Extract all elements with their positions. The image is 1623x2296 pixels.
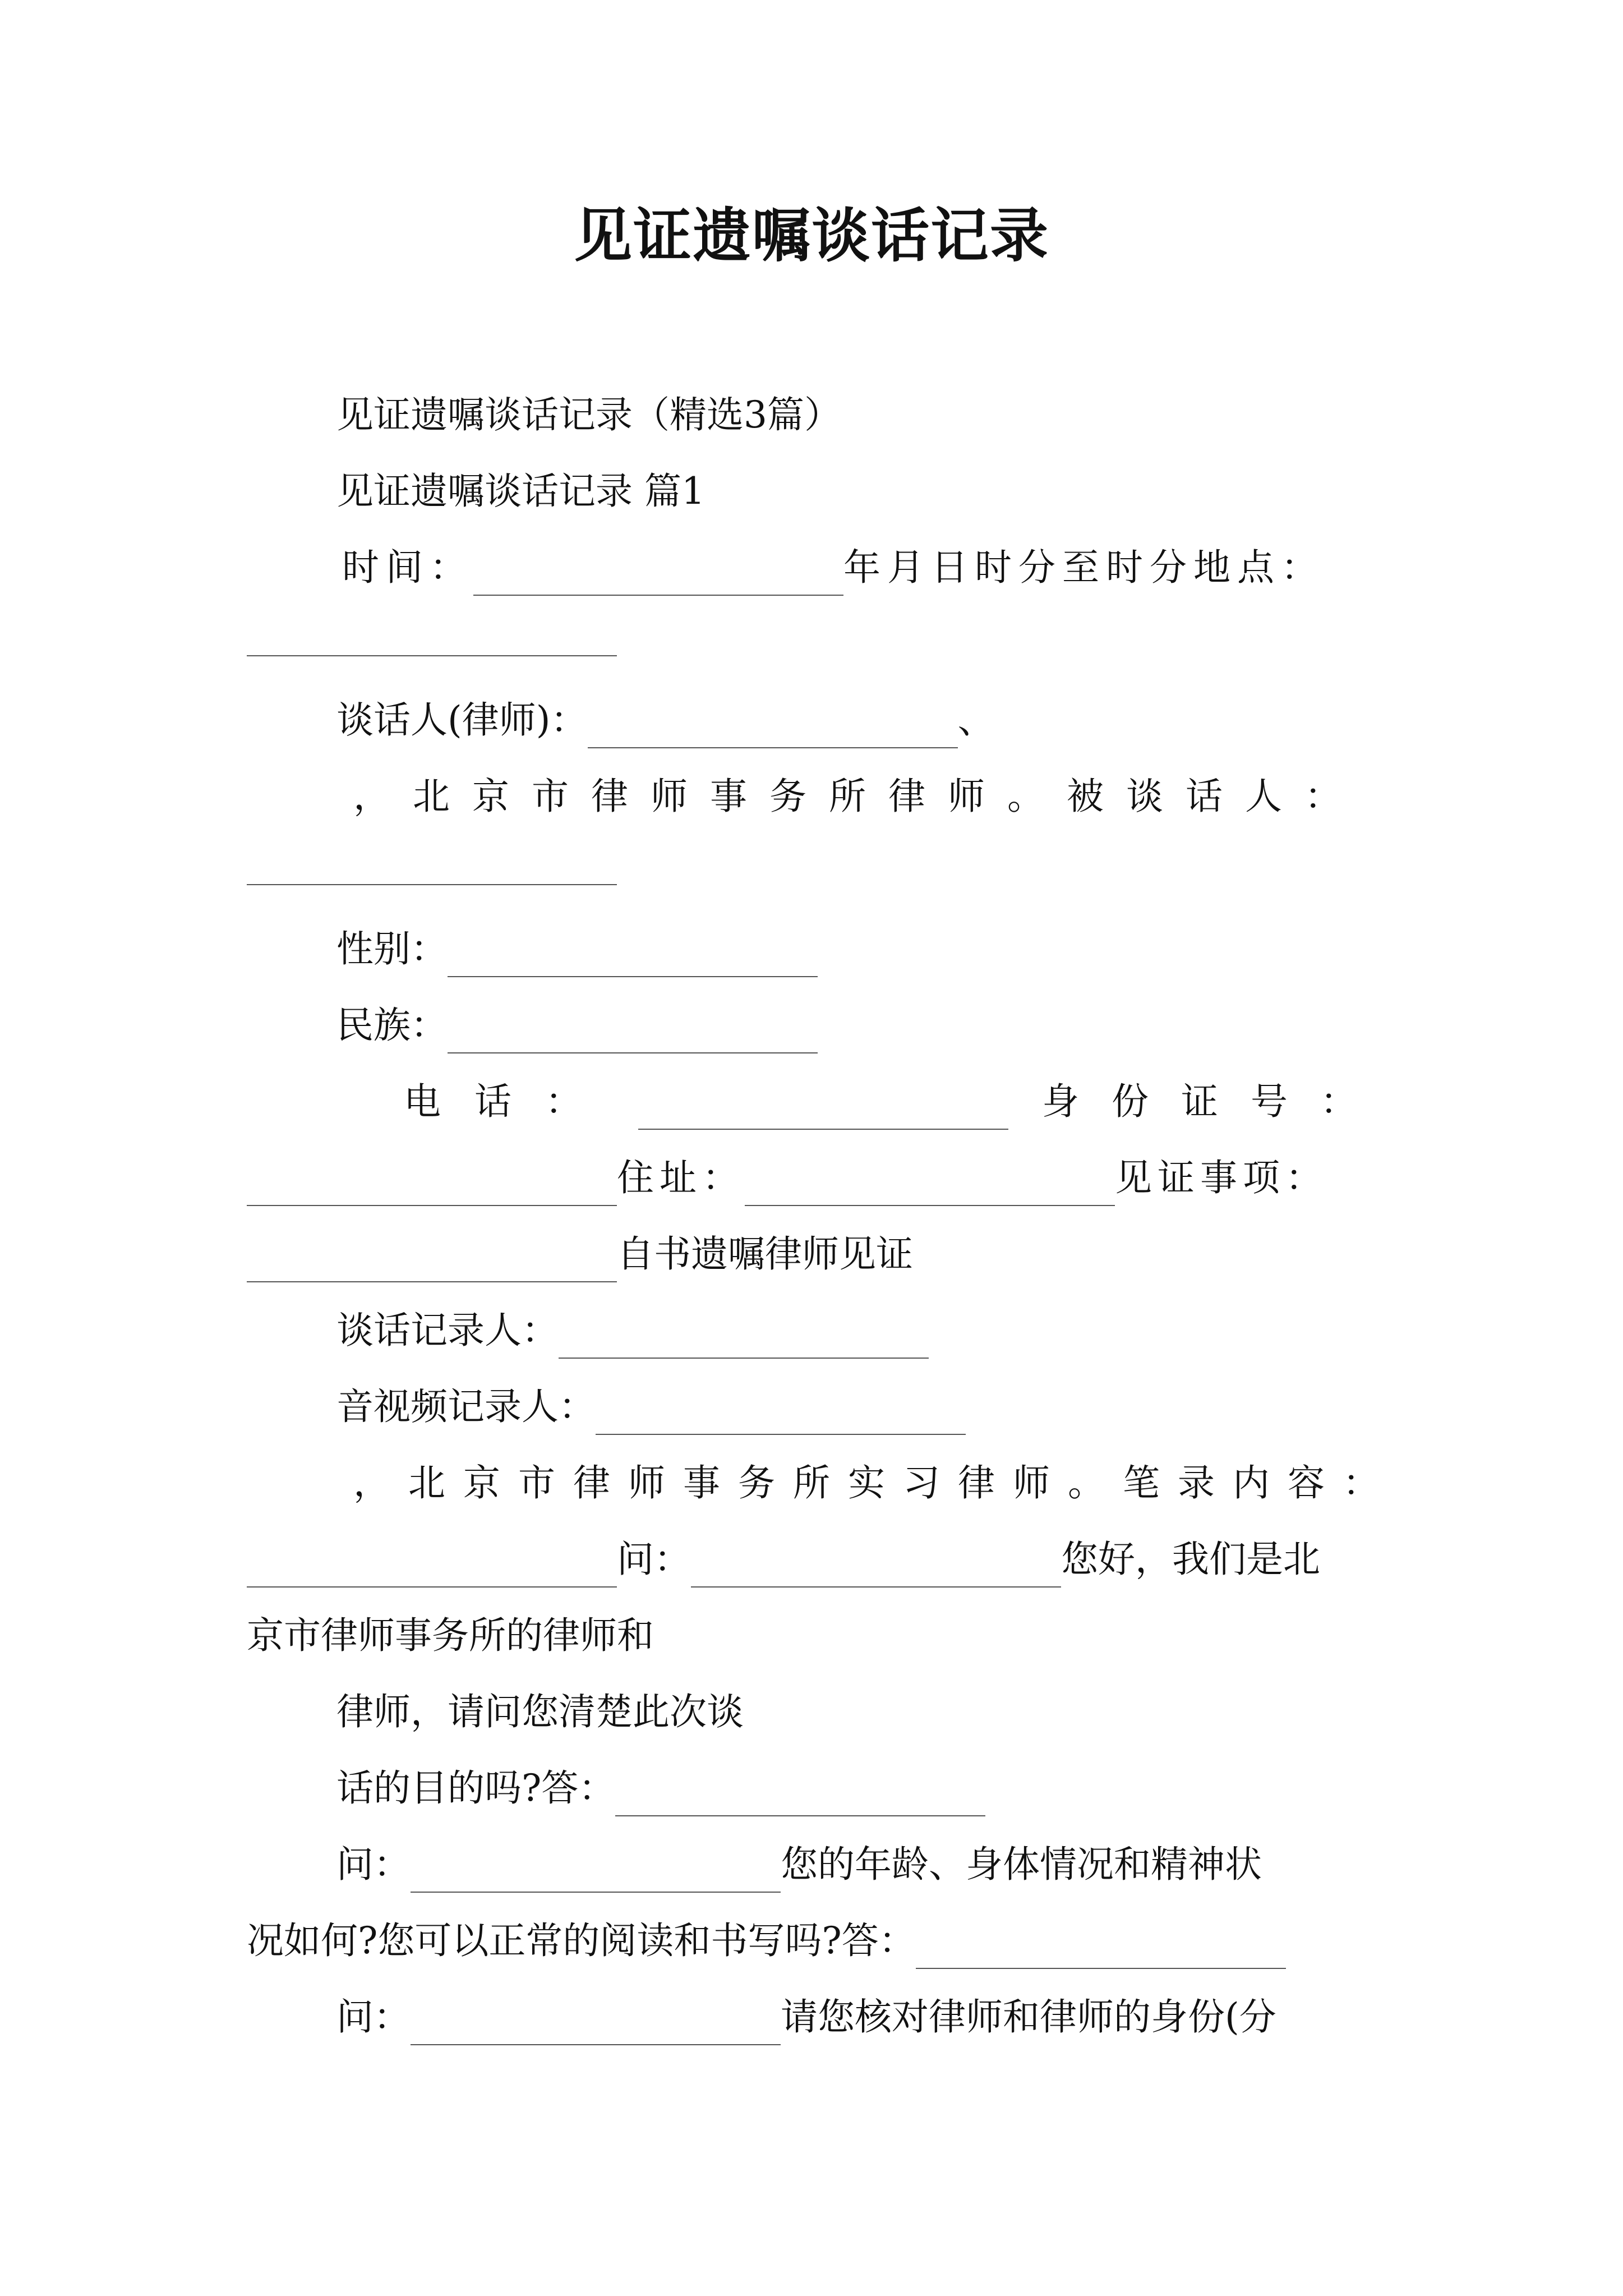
time-blank (473, 555, 843, 596)
question-2-blank (411, 1852, 781, 1893)
phone-label: 电话： (404, 1080, 616, 1123)
question-1-blank (691, 1547, 1061, 1588)
time-label: 时间： (342, 546, 473, 589)
question-3-label: 问： (336, 1995, 411, 2039)
question-1-text: 您好，我们是北 (1061, 1538, 1320, 1581)
question-3-text: 请您核对律师和律师的身份(分 (781, 1995, 1276, 2039)
recorder-blank (559, 1318, 929, 1359)
interviewee-line (247, 845, 617, 885)
answer-2-label: 况如何?您可以正常的阅读和书写吗?答： (247, 1919, 916, 1962)
id-label: 身份证号： (1042, 1080, 1390, 1123)
av-recorder-blank (596, 1395, 966, 1435)
question-2-line (336, 1837, 1262, 1893)
question-1-line (247, 1531, 1320, 1588)
talker-line (336, 692, 995, 748)
recorder-line (336, 1303, 929, 1359)
question-2-cont-line (247, 1913, 1286, 1969)
id-blank (247, 1166, 617, 1206)
recorder-label: 谈话记录人： (336, 1309, 559, 1352)
time-location-label: 年月日时分至时分地点： (843, 546, 1325, 589)
talker-label: 谈话人(律师)： (336, 698, 588, 742)
question-3-blank (411, 2005, 781, 2045)
gender-line (336, 921, 818, 977)
question-2-text: 您的年龄、身体情况和精神状 (781, 1843, 1262, 1886)
answer-2-blank (916, 1929, 1286, 1969)
document-title: 见证遗嘱谈话记录 (573, 201, 1049, 270)
question-1-cont-line: 京市律师事务所的律师和 (247, 1614, 654, 1657)
talker-separator: 、 (957, 698, 995, 742)
question-3-line (336, 1989, 1276, 2045)
phone-blank (638, 1089, 1008, 1130)
gender-blank (448, 937, 818, 977)
firm-text: ，北京市律师事务所律师。被谈话人： (353, 775, 1364, 818)
ethnicity-line (336, 997, 818, 1053)
matter-blank (247, 1242, 617, 1282)
location-line (247, 616, 617, 656)
intern-text: ，北京市律师事务所实习律师。笔录内容： (353, 1461, 1398, 1504)
matter-label: 见证事项： (1115, 1156, 1328, 1199)
av-recorder-line (336, 1379, 966, 1435)
time-line (342, 540, 1325, 596)
question-1-label: 问： (617, 1538, 691, 1581)
matter-value: 自书遗嘱律师见证 (617, 1232, 913, 1276)
address-blank (745, 1166, 1115, 1206)
question-2-label: 问： (336, 1843, 411, 1886)
talker-blank (588, 708, 958, 748)
question-1-answer-line (336, 1760, 985, 1816)
phone-line (404, 1074, 1390, 1130)
question-1-cont2-line: 律师，请问您清楚此次谈 (336, 1690, 744, 1733)
answer-1-label: 话的目的吗?答： (336, 1766, 616, 1810)
intern-line (353, 1455, 1398, 1511)
content-blank (247, 1547, 617, 1588)
location-blank (247, 616, 617, 656)
ethnicity-label: 民族： (336, 1004, 448, 1047)
matter-line (247, 1226, 913, 1282)
gender-label: 性别： (336, 927, 448, 970)
ethnicity-blank (448, 1013, 818, 1053)
firm-line (353, 769, 1364, 825)
answer-1-blank (615, 1776, 985, 1816)
av-recorder-label: 音视频记录人： (336, 1385, 596, 1428)
address-line (247, 1150, 1328, 1206)
address-label: 住址： (617, 1156, 745, 1199)
section-heading: 见证遗嘱谈话记录 篇1 (336, 470, 705, 513)
interviewee-blank (247, 845, 617, 885)
document-subtitle: 见证遗嘱谈话记录（精选3篇） (336, 393, 841, 436)
